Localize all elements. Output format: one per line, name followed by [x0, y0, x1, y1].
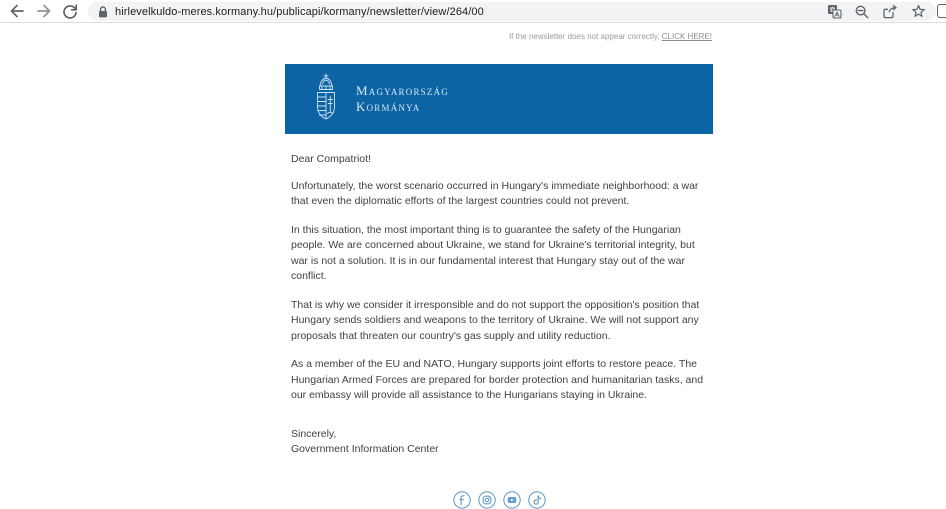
facebook-icon[interactable]	[453, 491, 471, 509]
instagram-icon[interactable]	[478, 491, 496, 509]
reload-icon[interactable]	[62, 3, 78, 19]
share-icon[interactable]	[882, 4, 898, 19]
paragraph-3: That is why we consider it irresponsible and do not support the opposition's position that Hungary sends soldiers and weapons to the territory of Ukraine. We will not support any proposals that threaten our country's gas supply and utility reduction.	[291, 298, 700, 342]
address-bar-actions	[827, 4, 926, 19]
back-icon[interactable]	[9, 3, 25, 19]
side-panel-icon[interactable]	[937, 4, 946, 18]
translate-icon[interactable]	[827, 4, 842, 19]
paragraph-2: In this situation, the most important thing is to guarantee the safety of the Hungarian people. We are concerned about Ukraine, we stand for Ukraine's territorial integrity, but war is not a solution. It is in our fundamental interest that Hungary stay out of the war conflict.	[291, 223, 695, 282]
notice-text: If the newsletter does not appear correctly,	[508, 32, 662, 41]
browser-toolbar	[0, 0, 946, 23]
signature: Government Information Center	[291, 443, 439, 455]
paragraph-1: Unfortunately, the worst scenario occurred in Hungary's immediate neighborhood: a war that even the diplomatic efforts of the largest countries could not prevent.	[291, 179, 699, 207]
lock-icon	[98, 6, 108, 18]
url-text[interactable]: hirlevelkuldo-meres.kormany.hu/publicapi/kormany/newsletter/view/264/00	[115, 5, 484, 18]
youtube-icon[interactable]	[503, 491, 521, 509]
closing: Sincerely,	[291, 427, 337, 440]
social-links	[285, 491, 713, 509]
wordmark-line2: Kormánya	[356, 99, 421, 114]
forward-icon[interactable]	[36, 3, 52, 19]
zoom-out-icon[interactable]	[855, 5, 869, 19]
government-banner	[285, 64, 713, 134]
click-here-link[interactable]: CLICK HERE!	[661, 32, 712, 41]
salutation: Dear Compatriot!	[291, 153, 371, 165]
paragraph-4: As a member of the EU and NATO, Hungary supports joint efforts to restore peace. The Hungarian Armed Forces are prepared for border protection and humanitarian tasks, and our embassy will provide all assistance to the Hungarians staying in Ukraine.	[291, 358, 704, 401]
newsletter-body	[285, 24, 713, 509]
bookmark-star-icon[interactable]	[911, 4, 926, 19]
wordmark-line1: Magyarország	[356, 83, 449, 98]
letter-text	[285, 134, 713, 458]
hungary-coat-of-arms-icon	[311, 73, 341, 125]
address-bar[interactable]	[88, 2, 936, 21]
view-in-browser-notice	[285, 32, 713, 41]
tiktok-icon[interactable]	[528, 491, 546, 509]
government-wordmark	[356, 83, 449, 115]
